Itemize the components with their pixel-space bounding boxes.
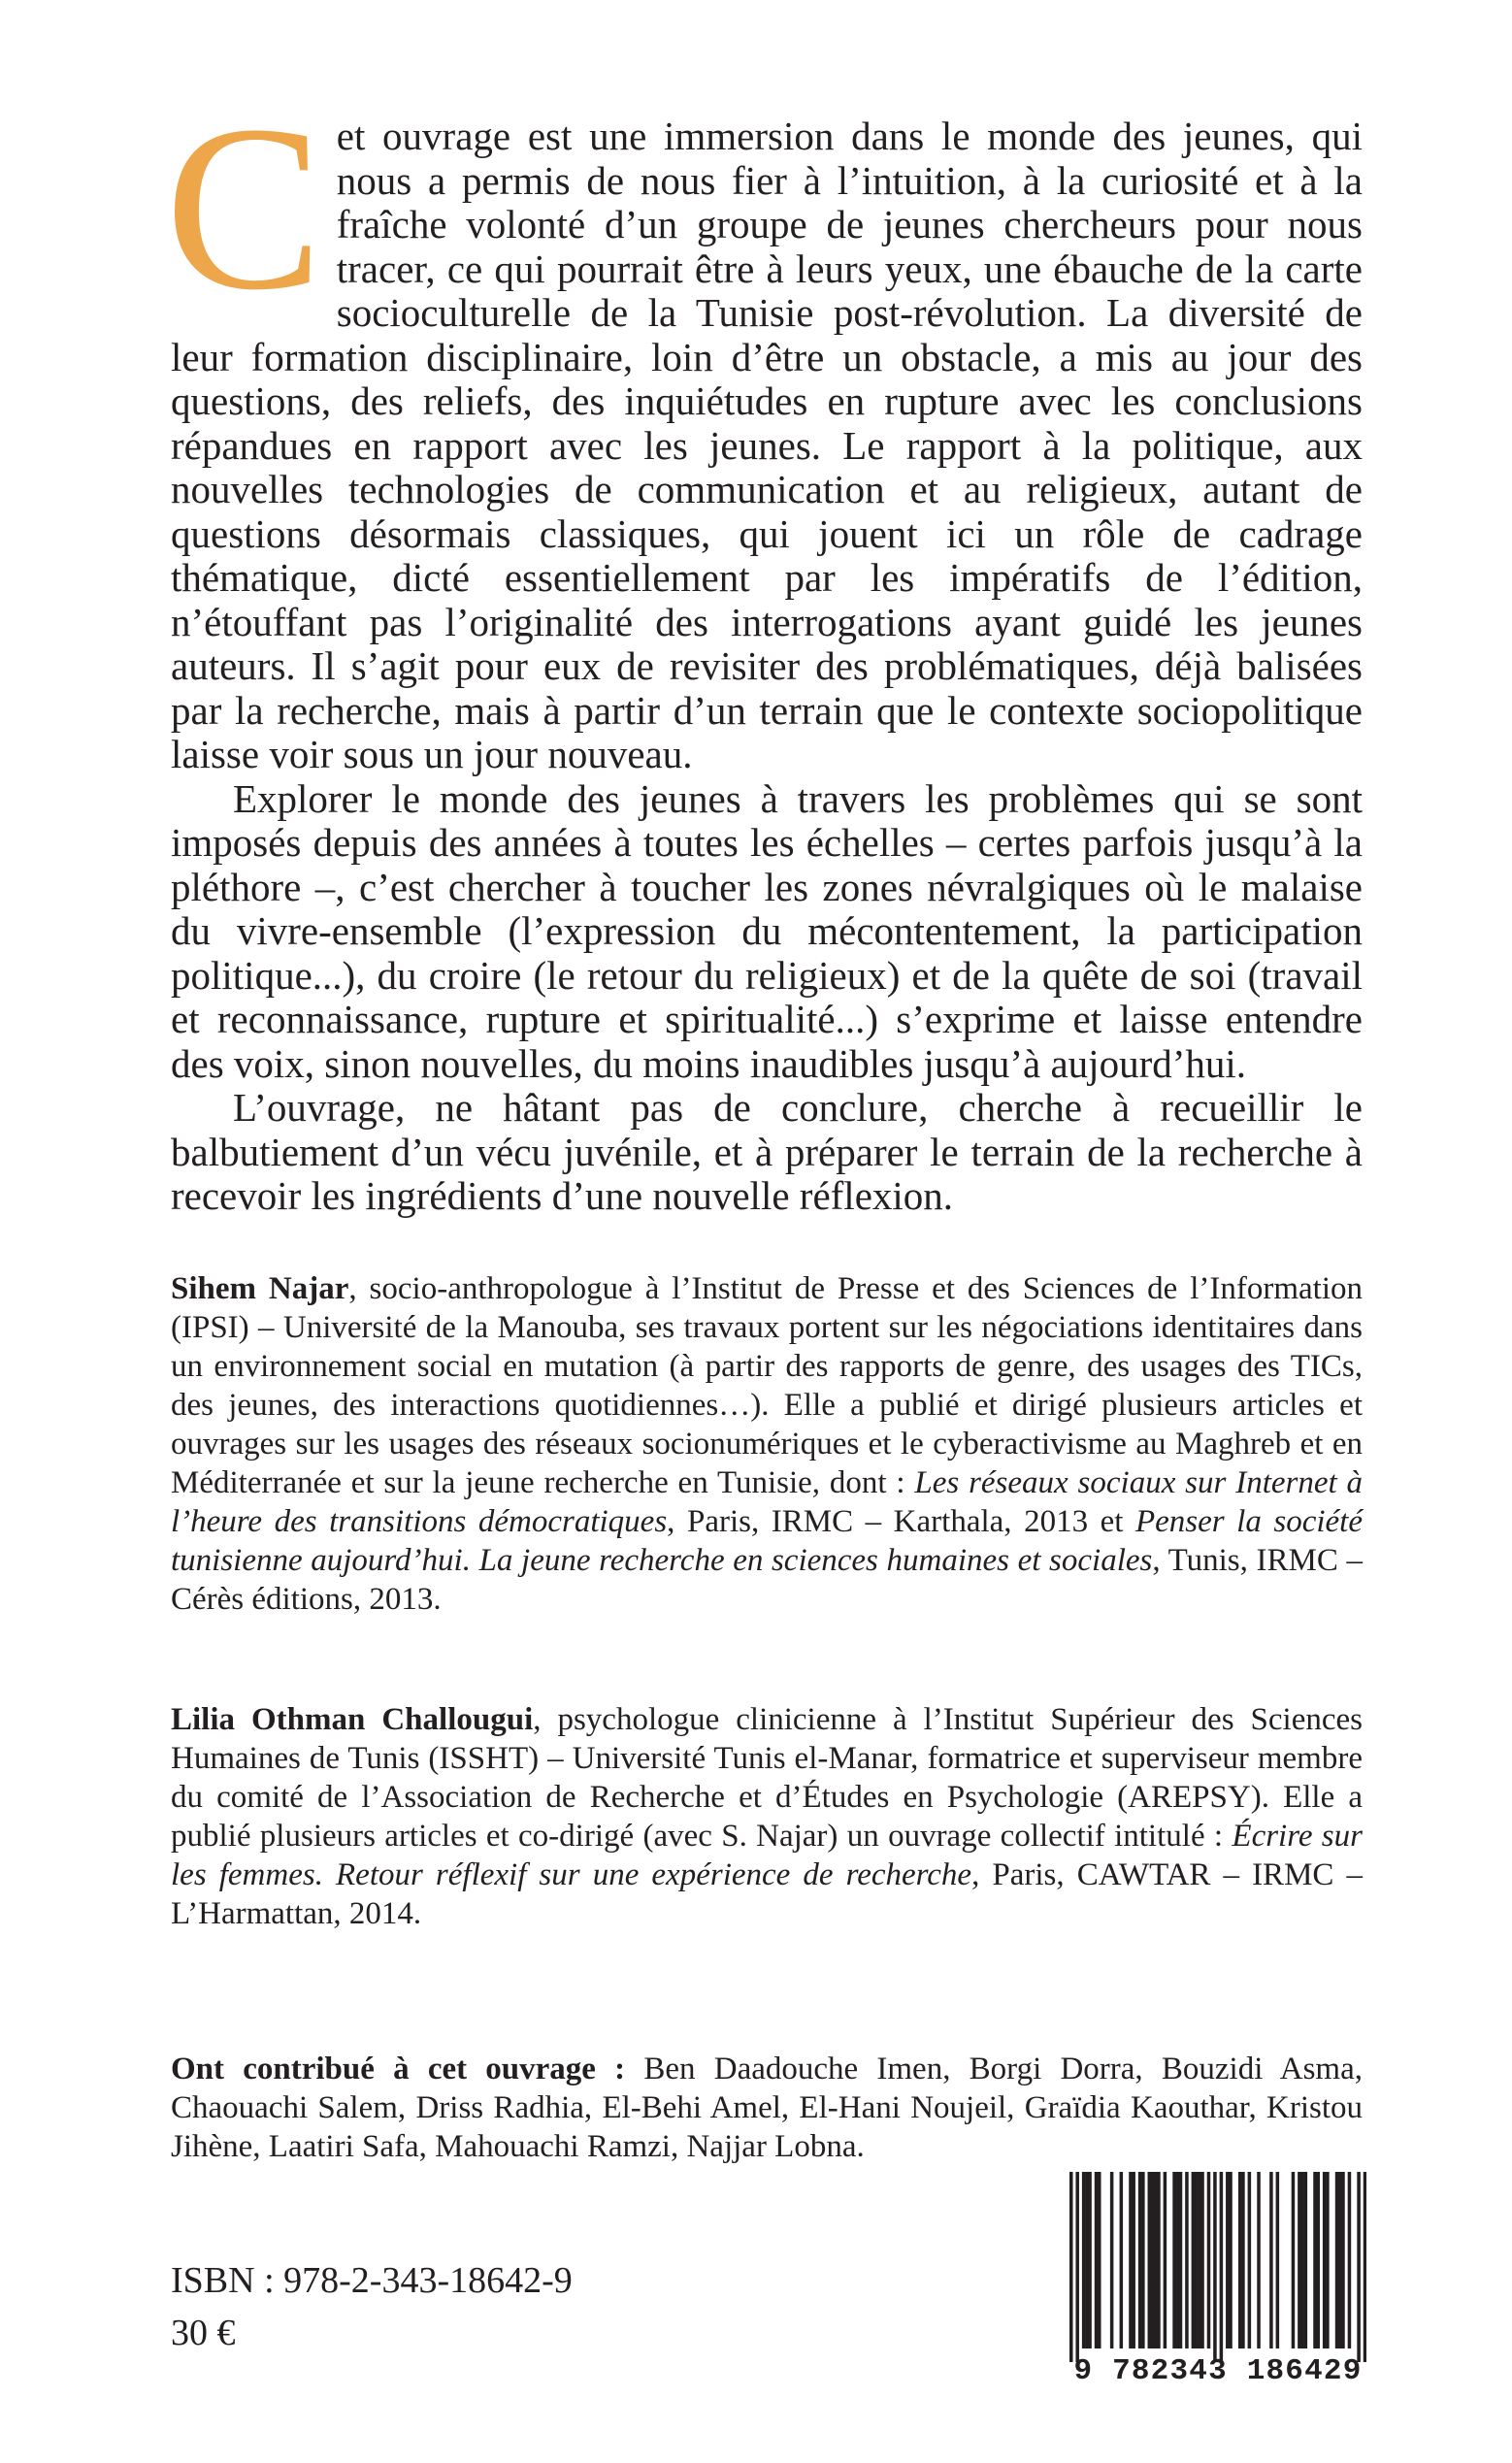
barcode-bar bbox=[1069, 2172, 1073, 2362]
barcode-bar bbox=[1241, 2172, 1245, 2348]
author-name-najar: Sihem Najar bbox=[171, 1271, 349, 1306]
bio-najar-title-1: Les réseaux sociaux sur Internet à l’heure des transitions démocratiques bbox=[171, 1465, 1364, 1539]
barcode-bar bbox=[1213, 2172, 1217, 2362]
summary-paragraph-1 bbox=[165, 77, 1363, 777]
barcode-bar bbox=[1326, 2172, 1330, 2348]
summary-paragraph-1-text: et ouvrage est une immersion dans le monde des jeunes, qui nous a permis de nous fier à l’intuition, à la curiosité et à la fraîche volonté d’un groupe de jeunes chercheurs pour nous tracer, ce qui pourrait être à leurs yeux, une ébauche de la carte socioculturelle de la Tunisie post-révolution. La diversité de leur formation disciplinaire, loin d’être un obstacle, a mis au jour des questions, des reliefs, des inquiétudes en rupture avec les conclusions répandues en rapport avec les jeunes. Le rapport à la politique, aux nouvelles technologies de communication et au religieux, autant de questions désormais classiques, qui jouent ici un rôle de cadrage thématique, dicté essentiellement par les impératifs de l’édition, n’étouffant pas l’originalité des interrogations ayant guidé les jeunes auteurs. Il s’agit pour eux de revisiter des problématiques, déjà balisées par la recherche, mais à partir d’un terrain que le contexte sociopolitique laisse voir sous un jour nouveau. bbox=[171, 114, 1363, 776]
barcode-bar bbox=[1269, 2172, 1273, 2348]
summary-text bbox=[165, 77, 1363, 1219]
summary-paragraph-2: Explorer le monde des jeunes à travers les problèmes qui se sont imposés depuis des années à toutes les échelles – certes parfois jusqu’à la pléthore –, c’est chercher à toucher les zones névralgiques où le malaise du vivre-ensemble (l’expression du mécontentement, la participation politique...), du croire (le retour du religieux) et de la quête de soi (travail et reconnaissance, rupture et spiritualité...) s’exprime et laisse entendre des voix, sinon nouvelles, du moins inaudibles jusqu’à aujourd’hui. bbox=[171, 775, 1363, 1086]
bio-najar-title-2: Penser la société tunisienne aujourd’hui. La jeune recherche en sciences humaines et sociales bbox=[171, 1504, 1363, 1578]
barcode-bar bbox=[1323, 2172, 1327, 2348]
barcode-bar bbox=[1185, 2172, 1189, 2348]
bio-najar-text-3: , Tunis, IRMC – Cérès éditions, 2013. bbox=[171, 1543, 1363, 1617]
barcode-bar bbox=[1348, 2172, 1352, 2348]
author-name-challougui: Lilia Othman Challougui bbox=[171, 1702, 534, 1737]
barcode-bar bbox=[1179, 2172, 1183, 2348]
barcode-bar bbox=[1192, 2172, 1196, 2348]
barcode-bar bbox=[1095, 2172, 1099, 2348]
barcode-bar bbox=[1110, 2172, 1114, 2348]
barcode-bar bbox=[1088, 2172, 1092, 2348]
barcode-bar bbox=[1300, 2172, 1304, 2348]
barcode-bar bbox=[1316, 2172, 1320, 2348]
author-bio-challougui bbox=[171, 1700, 1363, 1933]
barcode-bar bbox=[1132, 2172, 1135, 2348]
bio-challougui-title-1: Écrire sur les femmes. Retour réflexif sur une expérience de recherche bbox=[171, 1819, 1363, 1892]
barcode-bar bbox=[1098, 2172, 1101, 2348]
author-bio-najar bbox=[171, 1269, 1363, 1619]
barcode-bar bbox=[1292, 2172, 1296, 2348]
barcode-bar bbox=[1148, 2172, 1152, 2348]
barcode-bar bbox=[1257, 2172, 1261, 2348]
barcode-bar bbox=[1176, 2172, 1180, 2348]
barcode-bar bbox=[1195, 2172, 1199, 2348]
barcode-bar bbox=[1138, 2172, 1142, 2348]
barcode-bar bbox=[1200, 2172, 1204, 2348]
barcode-bar bbox=[1151, 2172, 1155, 2348]
barcode-bar bbox=[1129, 2172, 1133, 2348]
barcode-bar bbox=[1075, 2172, 1079, 2362]
barcode-bar bbox=[1220, 2172, 1224, 2362]
barcode-bar bbox=[1341, 2172, 1345, 2348]
isbn: ISBN : 978-2-343-18642-9 bbox=[171, 2260, 573, 2301]
drop-cap: C bbox=[165, 77, 323, 339]
barcode-bar bbox=[1248, 2172, 1252, 2348]
summary-paragraph-3: L’ouvrage, ne hâtant pas de conclure, cherche à recueillir le balbutiement d’un vécu juvénile, et à préparer le terrain de la recherche à recevoir les ingrédients d’une nouvelle réflexion. bbox=[171, 1085, 1363, 1218]
barcode bbox=[1069, 2172, 1366, 2391]
barcode-bar bbox=[1141, 2172, 1145, 2348]
barcode-bar bbox=[1304, 2172, 1308, 2348]
barcode-bar bbox=[1298, 2172, 1301, 2348]
barcode-bar bbox=[1226, 2172, 1230, 2348]
barcode-bar bbox=[1335, 2172, 1339, 2348]
barcode-bar bbox=[1357, 2172, 1361, 2362]
contributors-names: Ben Daadouche Imen, Borgi Dorra, Bouzidi Asma, Chaouachi Salem, Driss Radhia, El-Behi Amel, El-Hani Noujeil, Graïdia Kaouthar, Kristou Jihène, Laatiri Safa, Mahouachi Ramzi, Najjar Lobna. bbox=[171, 2052, 1363, 2164]
bio-challougui-text-2: , Paris, CAWTAR – IRMC – L’Harmattan, 2014. bbox=[171, 1857, 1363, 1931]
barcode-bar bbox=[1172, 2172, 1176, 2348]
bio-najar-text-1: , socio-anthropologue à l’Institut de Presse et des Sciences de l’Information (IPSI) – Université de la Manouba, ses travaux portent sur les négociations identitaires dans un environnement social en mutation (à partir des rapports de genre, des usages des TICs, des jeunes, des interactions quotidiennes…). Elle a publié et dirigé plusieurs articles et ouvrages sur les usages des réseaux socionumériques et le cyberactivisme au Maghreb et en Méditerranée et sur la jeune recherche en Tunisie, dont : bbox=[171, 1271, 1363, 1500]
barcode-bar bbox=[1164, 2172, 1167, 2348]
barcode-bar bbox=[1198, 2172, 1201, 2348]
barcode-bar bbox=[1276, 2172, 1280, 2348]
barcode-bar bbox=[1154, 2172, 1158, 2348]
bio-najar-text-2: , Paris, IRMC – Karthala, 2013 et bbox=[667, 1504, 1135, 1539]
barcode-bar bbox=[1229, 2172, 1233, 2348]
barcode-bar bbox=[1120, 2172, 1124, 2348]
barcode-bar bbox=[1364, 2172, 1366, 2362]
barcode-digits: 9 782343 186429 bbox=[1073, 2354, 1363, 2388]
barcode-bars bbox=[1069, 2172, 1366, 2362]
barcode-bar bbox=[1207, 2172, 1211, 2348]
bio-challougui-text-1: , psychologue clinicienne à l’Institut Supérieur des Sciences Humaines de Tunis (ISSHT) – Université Tunis el-Manar, formatrice et superviseur membre du comité de l’Association de Recherche et d’Études en Psychologie (AREPSY). Elle a publié plusieurs articles et co-dirigé (avec S. Najar) un ouvrage collectif intitulé : bbox=[171, 1702, 1363, 1854]
barcode-bar bbox=[1157, 2172, 1161, 2348]
barcode-bar bbox=[1085, 2172, 1089, 2348]
barcode-bar bbox=[1338, 2172, 1342, 2348]
barcode-bar bbox=[1238, 2172, 1242, 2348]
barcode-bar bbox=[1313, 2172, 1317, 2348]
price: 30 € bbox=[171, 2313, 236, 2353]
barcode-bar bbox=[1082, 2172, 1086, 2348]
contributors-label: Ont contribué à cet ouvrage : bbox=[171, 2052, 626, 2086]
contributors bbox=[171, 2050, 1363, 2166]
